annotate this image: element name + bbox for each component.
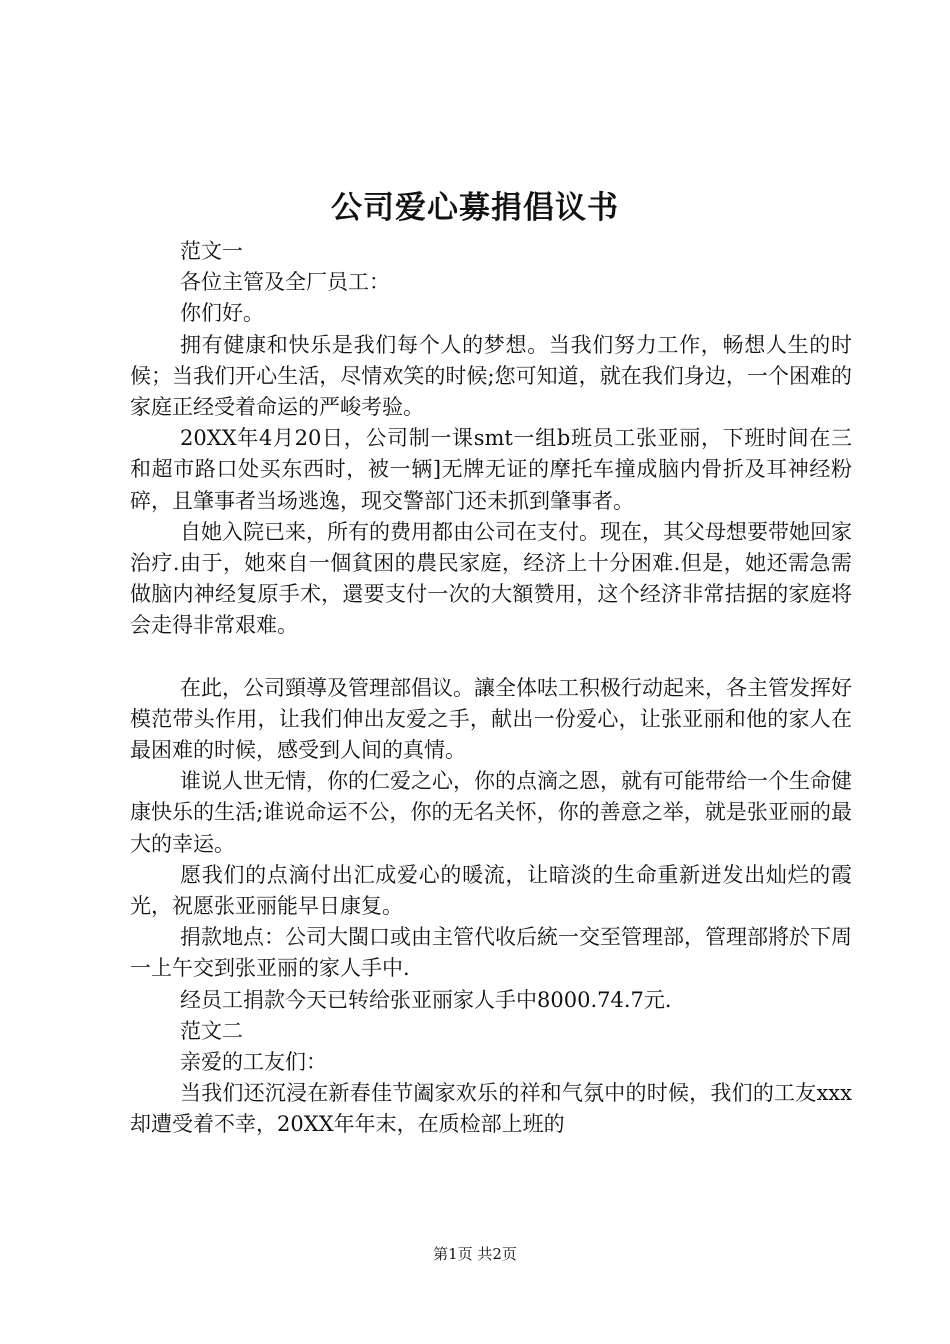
paragraph-salutation-1: 各位主管及全厂员工：: [180, 270, 390, 295]
paragraph-accident: 20XX年4月20日，公司制一课smt一组b班员工张亚丽，下班时间在三和超市路口处买东西时，被一辆]无牌无证的摩托车撞成脑内骨折及耳神经粉碎，且肇事者当场逃逸，现交警部门还未抓到肇事者。: [130, 426, 852, 513]
document-title: 公司爱心募捐倡议书: [331, 190, 619, 226]
paragraph-section-label-1: 范文一: [180, 239, 243, 263]
paragraph-greeting: 你们好。: [180, 301, 264, 326]
paragraph-wish: 愿我们的点滴付出汇成爱心的暖流，让暗淡的生命重新迸发出灿烂的霞光，祝愿张亚丽能早日康复。: [130, 862, 852, 919]
document-body: [130, 236, 852, 1141]
paragraph-second-intro: 当我们还沉浸在新春佳节阖家欢乐的祥和气氛中的时候，我们的工友xxx却遭受着不幸，20XX年年末，在质检部上班的: [130, 1081, 852, 1137]
paragraph-intro: 拥有健康和快乐是我们每个人的梦想。当我们努力工作，畅想人生的时候；当我们开心生活，尽情欢笑的时候;您可知道，就在我们身边，一个困难的家庭正经受着命运的严峻考验。: [130, 332, 852, 420]
page-number-footer: 第1页 共2页: [433, 1245, 517, 1263]
paragraph-proposal: 在此，公司頸導及管理部倡议。讓全体呿工积极行动起来，各主管发挥好模范带头作用，让我们伸出友爱之手，献出一份爱心，让张亚丽和他的家人在最困难的时候，感受到人间的真情。: [130, 675, 852, 763]
paragraph-donation-total: 经员工捐款今天已转给张亚丽家人手中8000.74.7元.: [180, 987, 672, 1012]
paragraph-section-label-2: 范文二: [180, 1018, 243, 1043]
paragraph-salutation-2: 亲爱的工友们：: [180, 1050, 327, 1075]
paragraph-donation-location: 捐款地点：公司大閩口或由主管代收后統一交至管理部，管理部將於下周一上午交到张亚丽的家人手中.: [130, 925, 852, 981]
paragraph-appeal: 谁说人世无情，你的仁爱之心，你的点滴之恩，就有可能带给一个生命健康快乐的生活;谁说命运不公，你的无名关怀，你的善意之举，就是张亚丽的最大的幸运。: [130, 769, 852, 856]
paragraph-treatment: 自她入院已来，所有的费用都由公司在支付。现在，其父母想要带她回家治疗.由于，她來自一個貧困的農民家庭，经济上十分困难.但是，她还需急需做脑内神经复原手术，還要支付一次的大額赞用，这个经济非常拮据的家庭将会走得非常艰难。: [130, 519, 852, 638]
